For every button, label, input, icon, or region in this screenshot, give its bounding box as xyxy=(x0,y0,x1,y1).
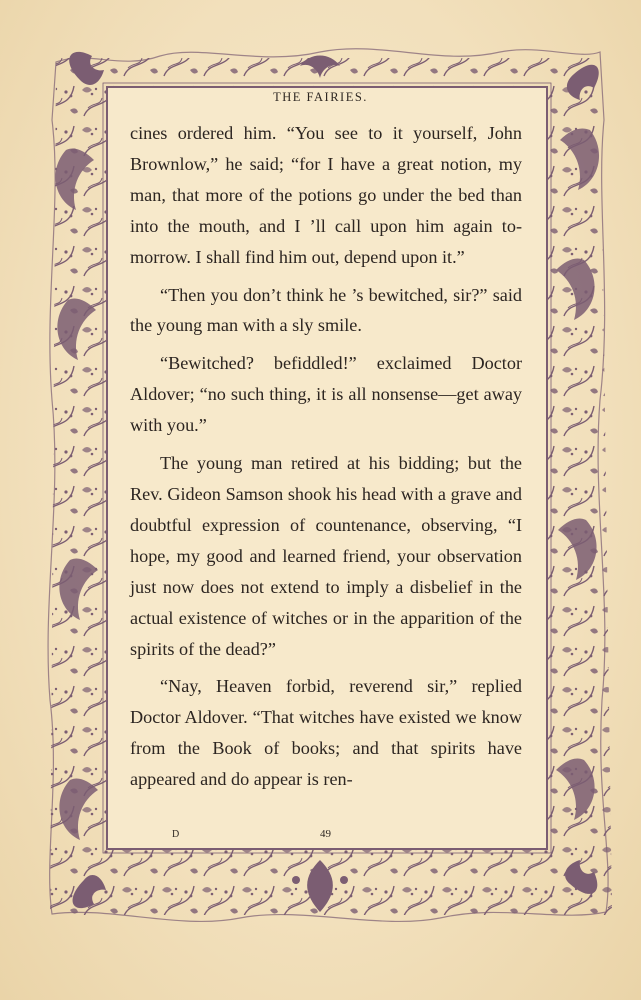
paragraph: “Nay, Heaven forbid, reverend sir,” replied Doctor Aldover. “That witches have existed we know from the Book of books; and that spirits have appeared and do appear is ren- xyxy=(130,676,522,790)
paragraph: cines ordered him. “You see to it yourself, John Brownlow,” he said; “for I have a great notion, my man, that more of the potions go under the bed than into the mouth, and I ’ll call upon him again to-morrow. I shall find him out, depend upon it.” xyxy=(130,123,522,267)
paragraph: “Then you don’t think he ’s bewitched, sir?” said the young man with a sly smile. xyxy=(130,284,522,336)
running-head: THE FAIRIES. xyxy=(273,90,368,104)
body-text xyxy=(130,118,522,795)
signature-mark: D xyxy=(172,829,181,840)
page-number: 49 xyxy=(320,828,331,840)
paragraph: The young man retired at his bidding; but the Rev. Gideon Samson shook his head with a grave and doubtful expression of countenance, observing, “I hope, my good and learned friend, your observation just now does not extend to imply a disbelief in the actual existence of witches or in the apparition of the spirits of the dead?” xyxy=(130,453,522,659)
paragraph: “Bewitched? befiddled!” exclaimed Doctor Aldover; “no such thing, it is all nonsense—get away with you.” xyxy=(130,353,522,436)
